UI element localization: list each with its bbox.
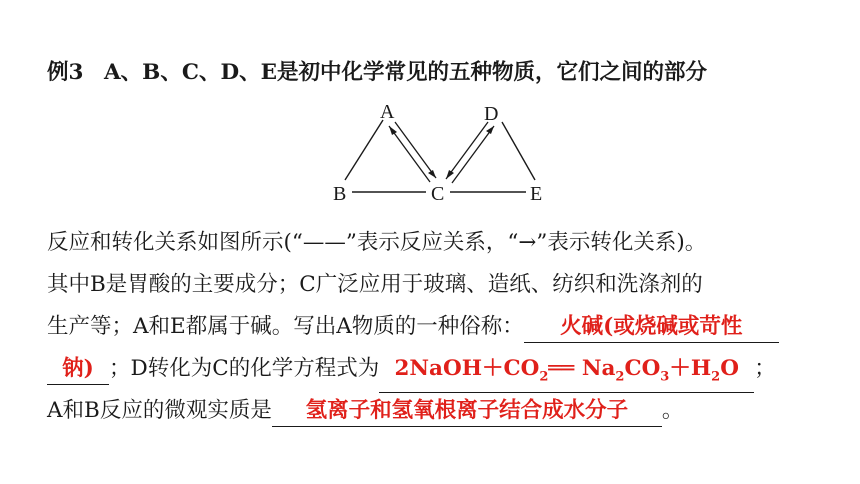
answer-blank-2 — [379, 354, 754, 393]
arrow-c-to-a — [389, 126, 430, 182]
question-text-5-end: ； — [754, 356, 776, 381]
answer-blank-1 — [524, 312, 779, 343]
question-line-4 — [47, 312, 779, 343]
node-b: B — [333, 183, 347, 205]
question-text-3: 其中B是胃酸的主要成分；C广泛应用于玻璃、造纸、纺织和洗涤剂的 — [47, 272, 703, 297]
answer-3: 氢离子和氢氧根离子结合成水分子 — [305, 398, 629, 423]
answer-1-part2: 钠) — [62, 356, 94, 381]
question-text-2: 反应和转化关系如图所示(“——”表示反应关系，“→”表示转化关系)。 — [47, 230, 707, 255]
edge-d-e — [502, 122, 535, 180]
answer-2-equation: $2NaOH+CO_2══$ $Na_2CO_3+H_2O$ — [394, 356, 739, 385]
question-line-1 — [47, 58, 707, 88]
question-text-6-end: 。 — [661, 398, 684, 423]
arrowhead-d-to-c — [446, 170, 454, 179]
node-e: E — [530, 183, 543, 205]
question-line-5 — [47, 354, 776, 393]
arrow-a-to-c — [395, 122, 436, 178]
arrowhead-c-to-d — [486, 126, 494, 134]
arrowhead-c-to-a — [389, 126, 397, 135]
question-text-5: ；D转化为C的化学方程式为 — [109, 356, 380, 381]
answer-1-part1: 火碱(或烧碱或苛性 — [560, 314, 743, 339]
question-line-6 — [47, 396, 683, 427]
node-a: A — [380, 101, 395, 123]
arrow-d-to-c — [446, 122, 488, 179]
node-c: C — [431, 183, 445, 205]
question-intro: A、B、C、D、E是初中化学常见的五种物质，它们之间的部分 — [103, 60, 707, 85]
answer-blank-3 — [272, 396, 662, 427]
question-line-3 — [47, 270, 703, 300]
answer-blank-1-cont — [47, 354, 109, 385]
arrowhead-a-to-c — [428, 170, 436, 178]
question-text-4: 生产等；A和E都属于碱。写出A物质的一种俗称： — [47, 314, 524, 339]
node-d: D — [484, 103, 499, 125]
relation-diagram — [320, 100, 560, 210]
edge-a-b — [345, 120, 383, 180]
example-label: 例3 — [47, 60, 84, 85]
question-line-2 — [47, 228, 706, 258]
question-text-6: A和B反应的微观实质是 — [47, 398, 272, 423]
arrow-c-to-d — [452, 126, 494, 183]
